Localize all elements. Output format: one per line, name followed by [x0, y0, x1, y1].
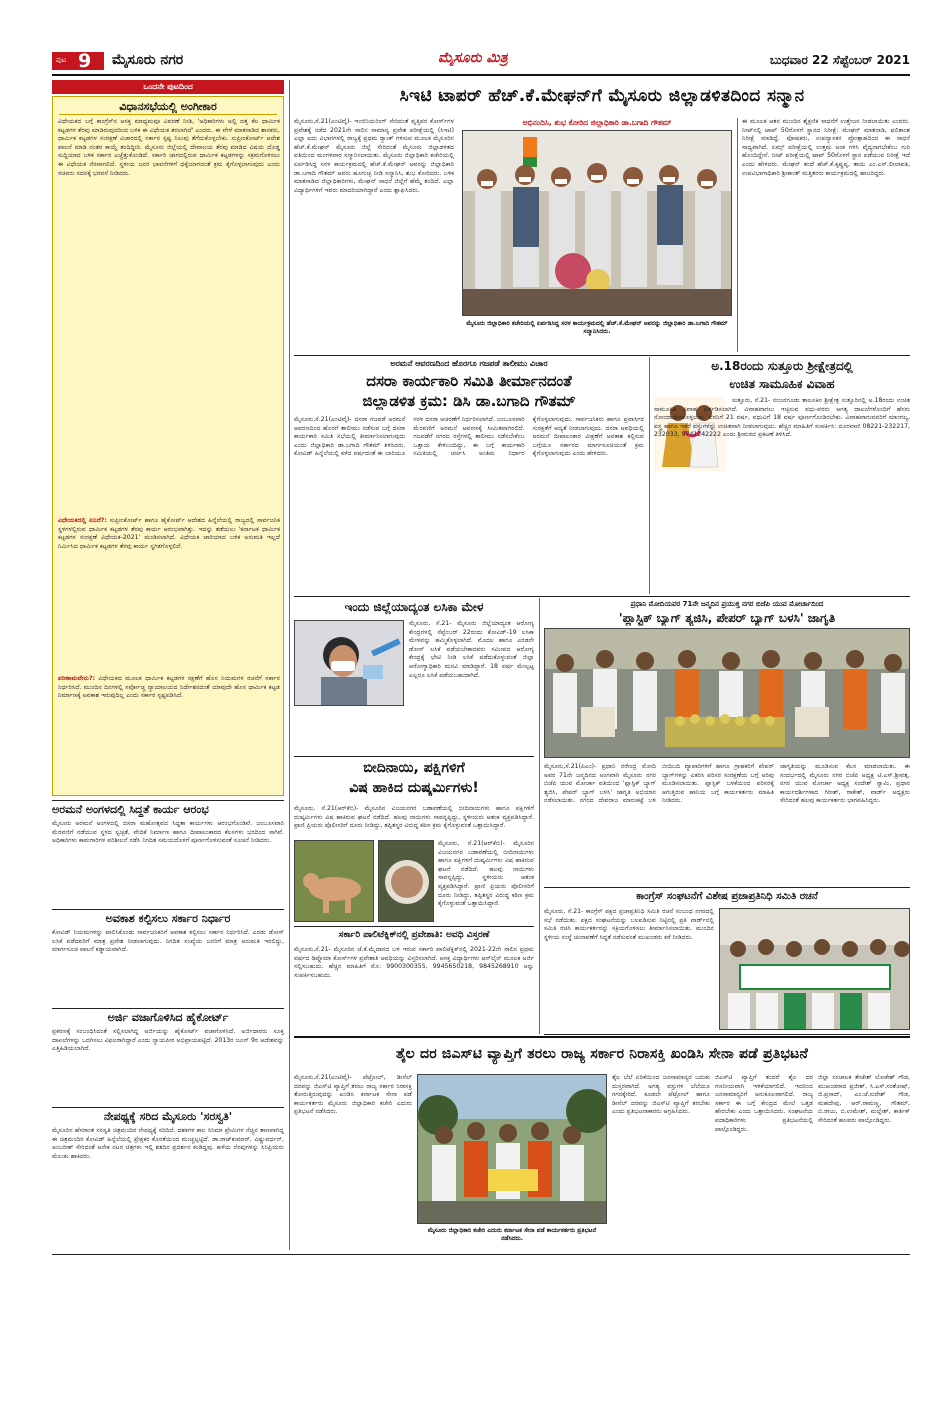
- page-number: 9: [78, 52, 92, 70]
- poison-bowl-photo: [378, 840, 434, 922]
- continued-sub1: [58, 517, 280, 667]
- lead-body-left: ಮೈಸೂರು,ಸೆ.21(ಎಂಟಿವೈ)- ಇಂಜಿನಿಯರಿಂಗ್ ಸೇರಿದಂತೆ ವೃತ್ತಿಪರ ಕೋರ್ಸ್‌ಗಳ ಪ್ರವೇಶಕ್ಕೆ ನಡೆದ 2021ನೇ ಸಾಲಿನ ಸಾಮಾನ್ಯ ಪ್ರವೇಶ ಪರೀಕ್ಷೆಯಲ್ಲಿ (ಸಿಇಟಿ) ಎಲ್ಲಾ ಐದು ವಿಭಾಗಗಳಲ್ಲಿ ರಾಜ್ಯಕ್ಕೆ ಪ್ರಥಮ ರ‍್ಯಾಂಕ್ ಗಳಿಸುವ ಮೂಲಕ ಮೈಸೂರಿನ ಹೆಚ್.ಕೆ.ಮೇಘನ್ ಮೈಸೂರು ಜಿಲ್ಲೆ ಸೇರಿದಂತೆ ಮೈಸೂರು ಜಿಲ್ಲಾಡಳಿತದ ವತಿಯಿಂದ ಮಂಗಳವಾರ ಸನ್ಮಾನಿಸಲಾಯಿತು. ಮೈಸೂರು ಜಿಲ್ಲಾಧಿಕಾರಿ ಕಚೇರಿಯಲ್ಲಿ ಏರ್ಪಡಿಸಿದ್ದ ಸರಳ ಕಾರ್ಯಕ್ರಮದಲ್ಲಿ ಹೆಚ್.ಕೆ.ಮೇಘನ್ ಅವರನ್ನು ಜಿಲ್ಲಾಧಿಕಾರಿ ಡಾ.ಬಗಾದಿ ಗೌತಮ್ ಅವರು ಹೂಗುಚ್ಛ ನೀಡಿ ಸನ್ಮಾನಿಸಿ, ಶುಭ ಕೋರಿದರು. ಬಳಿಕ ಮಾತನಾಡಿದ ಜಿಲ್ಲಾಧಿಕಾರಿಗಳು, ಮೇಘನ್ ಸಾಧನೆ ಜಿಲ್ಲೆಗೆ ಹೆಮ್ಮೆ ತಂದಿದೆ. ಎಲ್ಲಾ ವಿದ್ಯಾರ್ಥಿಗಳಿಗೆ ಇವರು ಮಾದರಿಯಾಗಿದ್ದಾರೆ ಎಂದು ಶ್ಲಾಘಿಸಿದರು.: [294, 118, 454, 194]
- dogs-body-right-text: ಮೈಸೂರು, ಸೆ.21(ಆರ್‌ಕೆಬಿ)- ಮೈಸೂರಿನ ವಿಜಯನಗರ ಬಡಾವಣೆಯಲ್ಲಿ ಬೀದಿನಾಯಿಗಳು ಹಾಗೂ ಪಕ್ಷಿಗಳಿಗೆ ದುಷ್ಕರ್ಮಿಗಳು ವಿಷ ಹಾಕಿರುವ ಘಟನೆ ನಡೆದಿದೆ. ಹಲವು ನಾಯಿಗಳು ಸಾವನ್ನಪ್ಪಿದ್ದು, ಸ್ಥಳೀಯರು ಆತಂಕ ವ್ಯಕ್ತಪಡಿಸಿದ್ದಾರೆ. ಪ್ರಾಣಿ ಪ್ರಿಯರು ಪೊಲೀಸರಿಗೆ ದೂರು ನೀಡಿದ್ದು, ತಪ್ಪಿತಸ್ಥರ ವಿರುದ್ಧ ಕಠಿಣ ಕ್ರಮ ಕೈಗೊಳ್ಳುವಂತೆ ಒತ್ತಾಯಿಸಿದ್ದಾರೆ.: [438, 840, 534, 908]
- column-divider-lead: [737, 118, 738, 352]
- sub1-text: ಸುಪ್ರೀಂಕೋರ್ಟ್ ಹಾಗೂ ಹೈಕೋರ್ಟ್ ಆದೇಶದ ಹಿನ್ನೆಲೆಯಲ್ಲಿ ರಾಜ್ಯದಲ್ಲಿ ಸಾರ್ವಜನಿಕ ಸ್ಥಳಗಳಲ್ಲಿರುವ ಧಾರ್ಮಿಕ ಕಟ್ಟಡಗಳ ತೆರವು ಕಾರ್ಯ ಆರಂಭವಾಗಿತ್ತು. ಇದನ್ನು ತಡೆಯಲು 'ಕರ್ನಾಟಕ ಧಾರ್ಮಿಕ ಕಟ್ಟಡಗಳ ಸಂರಕ್ಷಣೆ ವಿಧೇಯಕ-2021' ಮಂಡಿಸಲಾಗಿದೆ. ವಿಧೇಯಕ ಜಾರಿಯಾದ ಬಳಿಕ ಅನುಮತಿ ಇಲ್ಲದೆ ನಿರ್ಮಿಸಿದ ಧಾರ್ಮಿಕ ಕಟ್ಟಡಗಳ ತೆರವು ಕಾರ್ಯ ಸ್ಥಗಿತಗೊಳ್ಳಲಿದೆ.: [58, 517, 281, 550]
- lead-subhead: ಅಭಿನಂದಿಸಿ, ಶುಭ ಕೋರಿದ ಜಿಲ್ಲಾಧಿಕಾರಿ ಡಾ.ಬಗಾದಿ ಗೌತಮ್: [522, 118, 672, 127]
- fuel-photo: [417, 1074, 607, 1224]
- sub1-label: ವಿಧೇಯಕದಲ್ಲಿ ಏನಿದೆ?:: [58, 517, 107, 524]
- fuel-body-1: ಮೈಸೂರು,ಸೆ.21(ಎಂಟಿವೈ)- ಪೆಟ್ರೋಲ್, ಡೀಸೆಲ್ ದರವನ್ನು ಜಿಎಸ್‌ಟಿ ವ್ಯಾಪ್ತಿಗೆ ತರಲು ರಾಜ್ಯ ಸರ್ಕಾರ ನಿರಾಸಕ್ತಿ ತೋರುತ್ತಿರುವುದನ್ನು ಖಂಡಿಸಿ ಕರ್ನಾಟಕ ಸೇನಾ ಪಡೆ ಕಾರ್ಯಕರ್ತರು ಮೈಸೂರು ಜಿಲ್ಲಾಧಿಕಾರಿ ಕಚೇರಿ ಎದುರು ಪ್ರತಿಭಟನೆ ನಡೆಸಿದರು.: [294, 1074, 412, 1116]
- rule-fuel-top: [294, 1036, 910, 1038]
- dogs-body-right: [438, 840, 534, 922]
- polytechnic-headline: ಸರ್ಕಾರಿ ಪಾಲಿಟೆಕ್ನಿಕ್‌ನಲ್ಲಿ ಪ್ರವೇಶಾತಿ: ಅವಧಿ ವಿಸ್ತರಣೆ: [338, 930, 490, 940]
- dasara-body: ಮೈಸೂರು,ಸೆ.21(ಎಂಟಿವೈ)- ದಸರಾ ಗಜಪಡೆ ಅರಮನೆ ಆವರಣದಿಂದ ಹೊರಗೆ ತಾಲೀಮು ನಡೆಸುವ ಬಗ್ಗೆ ದಸರಾ ಕಾರ್ಯಕಾರಿ ಸಮಿತಿ ಸಭೆಯಲ್ಲಿ ತೀರ್ಮಾನಿಸಲಾಗುವುದು ಎಂದು ಜಿಲ್ಲಾಧಿಕಾರಿ ಡಾ.ಬಗಾದಿ ಗೌತಮ್ ತಿಳಿಸಿದರು. ಕೋವಿಡ್ ಹಿನ್ನೆಲೆಯಲ್ಲಿ ಕಳೆದ ವರ್ಷದಂತೆ ಈ ಬಾರಿಯೂ ಸರಳ ದಸರಾ ಆಚರಣೆಗೆ ನಿರ್ಧರಿಸಲಾಗಿದೆ. ಜಂಬೂಸವಾರಿ ಮೆರವಣಿಗೆ ಅರಮನೆ ಆವರಣಕ್ಕೆ ಸೀಮಿತವಾಗಿರಲಿದೆ. ಗಜಪಡೆಗೆ ನಗರದ ರಸ್ತೆಗಳಲ್ಲಿ ತಾಲೀಮು ನಡೆಸಬೇಕೆಂಬ ಒತ್ತಾಯ ಕೇಳಿಬಂದಿದ್ದು, ಈ ಬಗ್ಗೆ ಕಾರ್ಯಕಾರಿ ಸಮಿತಿಯಲ್ಲಿ ಚರ್ಚಿಸಿ ಅಂತಿಮ ನಿರ್ಧಾರ ಕೈಗೊಳ್ಳಲಾಗುವುದು. ಸಾರ್ವಜನಿಕರು ಹಾಗೂ ಪ್ರವಾಸಿಗರ ಸುರಕ್ಷತೆಗೆ ಆದ್ಯತೆ ನೀಡಲಾಗುವುದು. ದಸರಾ ಅವಧಿಯಲ್ಲಿ ಅರಮನೆ ದೀಪಾಲಂಕಾರ ವೀಕ್ಷಣೆಗೆ ಅವಕಾಶ ಕಲ್ಪಿಸುವ ಬಗ್ಗೆಯೂ ಸರ್ಕಾರದ ಮಾರ್ಗಸೂಚಿಯಂತೆ ಕ್ರಮ ಕೈಗೊಳ್ಳಲಾಗುವುದು ಎಂದು ಹೇಳಿದರು.: [294, 416, 644, 458]
- plastic-photo: [544, 628, 910, 758]
- column-divider-mid: [649, 357, 650, 594]
- continued-label-text: ಒಂದನೇ ಪುಟದಿಂದ: [143, 82, 193, 91]
- continued-story-box: [52, 96, 284, 796]
- page-number-badge: [52, 52, 104, 70]
- rule-right-2: [544, 1034, 910, 1035]
- dogs-headline-1: ಬೀದಿನಾಯಿ, ಪಕ್ಷಿಗಳಿಗೆ: [363, 760, 465, 776]
- plastic-body: ಮೈಸೂರು,ಸೆ.21(ಪಿಎಂ)- ಪ್ರಧಾನಿ ನರೇಂದ್ರ ಮೋದಿ ಅವರ 71ನೇ ಜನ್ಮದಿನದ ಅಂಗವಾಗಿ ಮೈಸೂರು ನಗರ ಬಿಜೆಪಿ ಯುವ ಮೋರ್ಚಾ ವತಿಯಿಂದ 'ಪ್ಲಾಸ್ಟಿಕ್ ಬ್ಯಾಗ್ ತ್ಯಜಿಸಿ, ಪೇಪರ್ ಬ್ಯಾಗ್ ಬಳಸಿ' ಜಾಗೃತಿ ಅಭಿಯಾನ ನಡೆಸಲಾಯಿತು. ನಗರದ ದೇವರಾಜ ಮಾರುಕಟ್ಟೆ ಬಳಿ ಬೀದಿಬದಿ ವ್ಯಾಪಾರಿಗಳಿಗೆ ಹಾಗೂ ಗ್ರಾಹಕರಿಗೆ ಪೇಪರ್ ಬ್ಯಾಗ್‌ಗಳನ್ನು ವಿತರಿಸಿ ಪರಿಸರ ಸಂರಕ್ಷಣೆಯ ಬಗ್ಗೆ ಅರಿವು ಮೂಡಿಸಲಾಯಿತು. ಪ್ಲಾಸ್ಟಿಕ್ ಬಳಕೆಯಿಂದ ಪರಿಸರಕ್ಕೆ ಆಗುತ್ತಿರುವ ಹಾನಿಯ ಬಗ್ಗೆ ಕಾರ್ಯಕರ್ತರು ಮಾಹಿತಿ ನೀಡಿದರು.: [544, 763, 774, 805]
- lead-photo-caption: ಮೈಸೂರು ಜಿಲ್ಲಾಧಿಕಾರಿ ಕಚೇರಿಯಲ್ಲಿ ಏರ್ಪಡಿಸಿದ್ದ ಸರಳ ಕಾರ್ಯಕ್ರಮದಲ್ಲಿ ಹೆಚ್.ಕೆ.ಮೇಘನ್ ಅವರನ್ನು ಜಿಲ್ಲಾಧಿಕಾರಿ ಡಾ.ಬಗಾದಿ ಗೌತಮ್ ಸನ್ಮಾನಿಸಿದರು.: [466, 320, 728, 335]
- dasara-headline-1: ದಸರಾ ಕಾರ್ಯಕಾರಿ ಸಮಿತಿ ತೀರ್ಮಾನದಂತೆ: [366, 372, 572, 390]
- continued-title: ವಿಧಾನಸಭೆಯಲ್ಲಿ ಅಂಗೀಕಾರ: [119, 100, 217, 113]
- continued-title-rule: [59, 114, 277, 115]
- header-rule: [52, 74, 910, 76]
- holiday-body: ಕೋವಿಡ್ ನಿಯಮಗಳನ್ನು ಪಾಲಿಸಿಕೊಂಡು ಸಾರ್ವಜನಿಕರಿಗೆ ಅವಕಾಶ ಕಲ್ಪಿಸಲು ಸರ್ಕಾರ ನಿರ್ಧರಿಸಿದೆ. ಎರಡು ಡೋಸ್ ಲಸಿಕೆ ಪಡೆದವರಿಗೆ ಮಾತ್ರ ಪ್ರವೇಶ ನೀಡಲಾಗುವುದು. ನಿಗದಿತ ಸಂಖ್ಯೆಯ ಜನರಿಗೆ ಮಾತ್ರ ಅನುಮತಿ ಇರಲಿದ್ದು, ಮಾರ್ಗಸೂಚಿ ಪಾಲನೆ ಕಡ್ಡಾಯವಾಗಿದೆ.: [52, 929, 284, 954]
- vaccine-body: ಮೈಸೂರು, ಸೆ.21- ಮೈಸೂರು ಜಿಲ್ಲೆಯಾದ್ಯಂತ ಆರೋಗ್ಯ ಕೇಂದ್ರಗಳಲ್ಲಿ ಸೆಪ್ಟೆಂಬರ್ 22ರಂದು ಕೋವಿಡ್-19 ಲಸಿಕಾ ಮೇಳವನ್ನು ಹಮ್ಮಿಕೊಳ್ಳಲಾಗಿದೆ. ಮೊದಲ ಹಾಗೂ ಎರಡನೇ ಡೋಸ್ ಲಸಿಕೆ ಪಡೆಯಬೇಕಾದವರು ಸಮೀಪದ ಆರೋಗ್ಯ ಕೇಂದ್ರಕ್ಕೆ ಭೇಟಿ ನೀಡಿ ಲಸಿಕೆ ಪಡೆದುಕೊಳ್ಳುವಂತೆ ಜಿಲ್ಲಾ ಆರೋಗ್ಯಾಧಿಕಾರಿ ಮನವಿ ಮಾಡಿದ್ದಾರೆ. 18 ವರ್ಷ ಮೇಲ್ಪಟ್ಟ ಎಲ್ಲರೂ ಲಸಿಕೆ ಪಡೆಯಬಹುದಾಗಿದೆ.: [409, 620, 534, 679]
- rule-left-4: [52, 1107, 284, 1108]
- column-divider-left: [289, 80, 290, 1250]
- court-headline: ಅರ್ಜಿ ವಜಾಗೊಳಿಸಿದ ಹೈಕೋರ್ಟ್: [107, 1011, 229, 1024]
- congress-photo: [719, 908, 910, 1030]
- rule-right-1: [544, 887, 910, 888]
- congress-headline: ಕಾಂಗ್ರೆಸ್ ಸಂಘಟನೆಗೆ ವಿಶೇಷ ಪ್ರಜಾಪ್ರತಿನಿಧಿ ಸಮಿತಿ ರಚನೆ: [636, 891, 818, 902]
- rule-left-3: [52, 1008, 284, 1009]
- rule-left-1: [52, 800, 284, 801]
- plastic-photo-illustration: [545, 629, 910, 758]
- saraswathi-headline: ನೇಪಥ್ಯಕ್ಕೆ ಸರಿದ ಮೈಸೂರು 'ಸರಸ್ವತಿ': [103, 1110, 233, 1123]
- page-label: ಪುಟ: [56, 56, 67, 64]
- court-body: ಪ್ರಕರಣಕ್ಕೆ ಸಂಬಂಧಿಸಿದಂತೆ ಸಲ್ಲಿಸಲಾಗಿದ್ದ ಅರ್ಜಿಯನ್ನು ಹೈಕೋರ್ಟ್ ವಜಾಗೊಳಿಸಿದೆ. ಅರ್ಜಿದಾರರು ಸೂಕ್ತ ದಾಖಲೆಗಳನ್ನು ಒದಗಿಸಲು ವಿಫಲರಾಗಿದ್ದಾರೆ ಎಂದು ನ್ಯಾಯಪೀಠ ಅಭಿಪ್ರಾಯಪಟ್ಟಿದೆ. 2013ರ ಜೂನ್ 9ರ ಆದೇಶವನ್ನು ಎತ್ತಿಹಿಡಿಯಲಾಗಿದೆ.: [52, 1028, 284, 1053]
- rule-mid-1: [294, 355, 910, 356]
- palace-work-body: ಮೈಸೂರು ಅರಮನೆ ಅಂಗಳದಲ್ಲಿ ದಸರಾ ಮಹೋತ್ಸವದ ಸಿದ್ಧತಾ ಕಾರ್ಯಗಳು ಆರಂಭಗೊಂಡಿವೆ. ಜಂಬೂಸವಾರಿ ಮೆರವಣಿಗೆ ನಡೆಯುವ ಸ್ಥಳದ ಸ್ವಚ್ಛತೆ, ವೇದಿಕೆ ನಿರ್ಮಾಣ ಹಾಗೂ ದೀಪಾಲಂಕಾರದ ಕೆಲಸಗಳು ಭರದಿಂದ ಸಾಗಿವೆ. ಅಧಿಕಾರಿಗಳು ಕಾಮಗಾರಿಗಳ ಪರಿಶೀಲನೆ ನಡೆಸಿ ನಿಗದಿತ ಸಮಯದೊಳಗೆ ಪೂರ್ಣಗೊಳಿಸುವಂತೆ ಸೂಚನೆ ನೀಡಿದರು.: [52, 820, 284, 845]
- vaccine-photo-illustration: [295, 621, 404, 706]
- dogs-headline-2: ವಿಷ ಹಾಕಿದ ದುಷ್ಕರ್ಮಿಗಳು!: [349, 780, 479, 796]
- dog-photo: [294, 840, 374, 922]
- column-divider-center: [539, 598, 540, 1034]
- page-header: [52, 50, 910, 72]
- plastic-kicker: ಪ್ರಧಾನಿ ಮೋದಿಯವರ 71ನೇ ಜನ್ಮದಿನ ಪ್ರಯುಕ್ತ ನಗರ ಬಿಜೆಪಿ ಯುವ ಮೋರ್ಚಾದಿಂದ: [630, 600, 824, 608]
- congress-body: ಮೈಸೂರು, ಸೆ.21- ಕಾಂಗ್ರೆಸ್ ಪಕ್ಷದ ಪ್ರಜಾಪ್ರತಿನಿಧಿ ಸಮಿತಿ ರಚನೆ ಸಂಬಂಧ ನಗರದಲ್ಲಿ ಸಭೆ ನಡೆಯಿತು. ಪಕ್ಷದ ಸಂಘಟನೆಯನ್ನು ಬಲಪಡಿಸುವ ನಿಟ್ಟಿನಲ್ಲಿ ಪ್ರತಿ ವಾರ್ಡ್‌ನಲ್ಲಿ ಸಮಿತಿ ರಚಿಸಿ ಕಾರ್ಯಕರ್ತರನ್ನು ಸಕ್ರಿಯಗೊಳಿಸಲು ತೀರ್ಮಾನಿಸಲಾಯಿತು. ಮುಂದಿನ ಸ್ಥಳೀಯ ಸಂಸ್ಥೆ ಚುನಾವಣೆಗೆ ಸಿದ್ಧತೆ ನಡೆಸುವಂತೆ ಮುಖಂಡರು ಕರೆ ನೀಡಿದರು.: [544, 908, 714, 941]
- poison-bowl-illustration: [379, 841, 434, 922]
- continued-body: ವಿಧೇಯಕದ ಬಗ್ಗೆ ಕಾಂಗ್ರೆಸ್‌ನ ಆಸಕ್ತ ಮಾಧ್ಯಮವೂ ವಿವರಣೆ ನೀಡಿ, 'ಅಧಿಕಾರಿಗಳು ಅಲ್ಲಿ ದತ್ತ ಕೆಲ ಧಾರ್ಮಿಕ ಕಟ್ಟಡಗಳ ತೆರವು ಮಾಡಿರುವುದರಿಂದ ಬಳಿಕ ಈ ವಿಧೇಯಕ ತರಲಾಗಿದೆ' ಎಂದರು. ಈ ವೇಳೆ ಮಾತನಾಡಿದ ಶಾಸಕರು, ಧಾರ್ಮಿಕ ಕಟ್ಟಡಗಳ ಸಂರಕ್ಷಣೆ ವಿಚಾರದಲ್ಲಿ ಸರ್ಕಾರ ಸ್ಪಷ್ಟ ನಿಲುವು ತೆಗೆದುಕೊಳ್ಳಬೇಕು. ಸುಪ್ರೀಂಕೋರ್ಟ್ ಆದೇಶ ಪಾಲನೆ ಮಾಡಿ ನಂತರ ಕಾಯ್ದೆ ತಂದಿದ್ದೀರಿ. ಮೈಸೂರು ಜಿಲ್ಲೆಯಲ್ಲಿ ದೇವಾಲಯ ತೆರವು ಮಾಡಿದ ವಿಷಯ ದೊಡ್ಡ ಸುದ್ದಿಯಾದ ಬಳಿಕ ಸರ್ಕಾರ ಎಚ್ಚೆತ್ತುಕೊಂಡಿದೆ. ಸರ್ಕಾರಿ ಜಾಗದಲ್ಲಿರುವ ಧಾರ್ಮಿಕ ಕಟ್ಟಡಗಳನ್ನು ಸಕ್ರಮಗೊಳಿಸಲು ಈ ವಿಧೇಯಕ ನೆರವಾಗಲಿದೆ. ಸ್ಥಳೀಯ ಜನರ ಭಾವನೆಗಳಿಗೆ ಧಕ್ಕೆಯಾಗದಂತೆ ಕ್ರಮ ಕೈಗೊಳ್ಳಲಾಗುವುದು ಎಂದು ಸಚಿವರು ಸದನಕ್ಕೆ ಭರವಸೆ ನೀಡಿದರು.: [58, 118, 280, 177]
- sub2-text: ವಿಧೇಯಕದ ಮೂಲಕ ಧಾರ್ಮಿಕ ಕಟ್ಟಡಗಳ ರಕ್ಷಣೆಗೆ ಹೊಸ ನಿಯಮಗಳ ರಚನೆಗೆ ಸರ್ಕಾರ ನಿರ್ಧರಿಸಿದೆ. ಮುಂದಿನ ದಿನಗಳಲ್ಲಿ ಸರ್ವೋಚ್ಚ ನ್ಯಾಯಾಲಯದ ನಿರ್ದೇಶನದಂತೆ ಯಾವುದೇ ಹೊಸ ಧಾರ್ಮಿಕ ಕಟ್ಟಡ ನಿರ್ಮಾಣಕ್ಕೆ ಅವಕಾಶ ಇರುವುದಿಲ್ಲ ಎಂದು ಸರ್ಕಾರ ಸ್ಪಷ್ಟಪಡಿಸಿದೆ.: [58, 675, 280, 700]
- fuel-body-2: ತೈಲ ಬೆಲೆ ಏರಿಕೆಯಿಂದ ಜನಸಾಮಾನ್ಯರ ಬದುಕು ದುಸ್ತರವಾಗಿದೆ. ಅಗತ್ಯ ವಸ್ತುಗಳ ಬೆಲೆಯೂ ಗಗನಕ್ಕೇರಿದೆ. ಕೂಡಲೇ ಪೆಟ್ರೋಲ್ ಹಾಗೂ ಡೀಸೆಲ್ ದರವನ್ನು ಜಿಎಸ್‌ಟಿ ವ್ಯಾಪ್ತಿಗೆ ತರಬೇಕು ಎಂದು ಪ್ರತಿಭಟನಾಕಾರರು ಆಗ್ರಹಿಸಿದರು.: [612, 1074, 710, 1116]
- dogs-body-left: ಮೈಸೂರು, ಸೆ.21(ಆರ್‌ಕೆಬಿ)- ಮೈಸೂರಿನ ವಿಜಯನಗರ ಬಡಾವಣೆಯಲ್ಲಿ ಬೀದಿನಾಯಿಗಳು ಹಾಗೂ ಪಕ್ಷಿಗಳಿಗೆ ದುಷ್ಕರ್ಮಿಗಳು ವಿಷ ಹಾಕಿರುವ ಘಟನೆ ನಡೆದಿದೆ. ಹಲವು ನಾಯಿಗಳು ಸಾವನ್ನಪ್ಪಿದ್ದು, ಸ್ಥಳೀಯರು ಆತಂಕ ವ್ಯಕ್ತಪಡಿಸಿದ್ದಾರೆ. ಪ್ರಾಣಿ ಪ್ರಿಯರು ಪೊಲೀಸರಿಗೆ ದೂರು ನೀಡಿದ್ದು, ತಪ್ಪಿತಸ್ಥರ ವಿರುದ್ಧ ಕಠಿಣ ಕ್ರಮ ಕೈಗೊಳ್ಳುವಂತೆ ಒತ್ತಾಯಿಸಿದ್ದಾರೆ.: [294, 805, 534, 830]
- rule-left-2: [52, 909, 284, 910]
- lead-headline: ಸಿಇಟಿ ಟಾಪರ್ ಹೆಚ್.ಕೆ.ಮೇಘನ್‌ಗೆ ಮೈಸೂರು ಜಿಲ್ಲಾಡಳಿತದಿಂದ ಸನ್ಮಾನ: [399, 86, 805, 106]
- dog-photo-illustration: [295, 841, 374, 922]
- rule-mid-2: [294, 596, 910, 597]
- lead-photo: [462, 130, 732, 316]
- dasara-kicker: ಅರಮನೆ ಆವರಣದಿಂದ ಹೊರಗೂ ಗಜಪಡೆ ತಾಲೀಮು ವಿಚಾರ: [390, 359, 548, 368]
- plastic-headline: 'ಪ್ಲಾಸ್ಟಿಕ್ ಬ್ಯಾಗ್ ತ್ಯಜಿಸಿ, ಪೇಪರ್ ಬ್ಯಾಗ್ ಬಳಸಿ' ಜಾಗೃತಿ: [618, 611, 836, 625]
- marriage-headline-2: ಉಚಿತ ಸಾಮೂಹಿಕ ವಿವಾಹ: [729, 377, 835, 391]
- marriage-body: ಸುತ್ತೂರು, ಸೆ.21- ನಂಜನಗೂಡು ತಾಲೂಕಿನ ಶ್ರೀಕ್ಷೇತ್ರ ಸುತ್ತೂರಿನಲ್ಲಿ ಅ.18ರಂದು ಉಚಿತ ಸಾಮೂಹಿಕ ವಿವಾಹ ಏರ್ಪಡಿಸಲಾಗಿದೆ. ವಿವಾಹವಾಗಲು ಇಚ್ಛಿಸುವ ವಧು-ವರರು ಅಗತ್ಯ ದಾಖಲೆಗಳೊಂದಿಗೆ ಹೆಸರು ನೋಂದಾಯಿಸಿಕೊಳ್ಳಬೇಕು. ವರನಿಗೆ 21 ವರ್ಷ, ವಧುವಿಗೆ 18 ವರ್ಷ ಪೂರ್ಣಗೊಂಡಿರಬೇಕು. ವಿವಾಹವಾಗುವವರಿಗೆ ಮಾಂಗಲ್ಯ, ವಸ್ತ್ರ ಹಾಗೂ ಇತರೆ ವಸ್ತುಗಳನ್ನು ಉಚಿತವಾಗಿ ನೀಡಲಾಗುವುದು. ಹೆಚ್ಚಿನ ಮಾಹಿತಿಗೆ ಸಂಪರ್ಕಿಸಿ: ದೂರವಾಣಿ 08221-232217, 232033, 9741242222 ಎಂದು ಶ್ರೀಮಠದ ಪ್ರಕಟಣೆ ತಿಳಿಸಿದೆ.: [654, 397, 910, 439]
- fuel-body-3: ಜಿಎಸ್‌ಟಿ ವ್ಯಾಪ್ತಿಗೆ ತಂದರೆ ತೈಲ ದರ ಗಣನೀಯವಾಗಿ ಇಳಿಕೆಯಾಗಲಿದೆ. ಇದರಿಂದ ಜನಸಾಮಾನ್ಯರಿಗೆ ಅನುಕೂಲವಾಗಲಿದೆ. ರಾಜ್ಯ ಸರ್ಕಾರ ಈ ಬಗ್ಗೆ ಕೇಂದ್ರದ ಮೇಲೆ ಒತ್ತಡ ಹೇರಬೇಕು ಎಂದು ಒತ್ತಾಯಿಸಿದರು. ಸಂಘಟನೆಯ ಪದಾಧಿಕಾರಿಗಳು ಪ್ರತಿಭಟನೆಯಲ್ಲಿ ಪಾಲ್ಗೊಂಡಿದ್ದರು.: [715, 1074, 813, 1133]
- fuel-photo-illustration: [418, 1075, 607, 1224]
- masthead-logo: ಮೈಸೂರು ಮಿತ್ರ: [438, 50, 508, 66]
- continued-label: [52, 80, 284, 94]
- fuel-headline: ತೈಲ ದರ ಜಿಎಸ್‌ಟಿ ವ್ಯಾಪ್ತಿಗೆ ತರಲು ರಾಜ್ಯ ಸರ್ಕಾರ ನಿರಾಸಕ್ತಿ ಖಂಡಿಸಿ ಸೇನಾ ಪಡೆ ಪ್ರತಿಭಟನೆ: [395, 1046, 809, 1062]
- holiday-headline: ಅವಕಾಶ ಕಲ್ಪಿಸಲು ಸರ್ಕಾರ ನಿರ್ಧಾರ: [105, 912, 231, 925]
- rule-mid-3: [294, 756, 534, 757]
- marriage-headline-1: ಅ.18ರಂದು ಸುತ್ತೂರು ಶ್ರೀಕ್ಷೇತ್ರದಲ್ಲಿ: [711, 359, 853, 373]
- continued-sub2: [58, 675, 280, 793]
- palace-work-headline: ಅರಮನೆ ಅಂಗಳದಲ್ಲಿ ಸಿದ್ಧತೆ ಕಾರ್ಯ ಆರಂಭ: [52, 803, 209, 816]
- polytechnic-body: ಮೈಸೂರು,ಸೆ.21- ಮೈಸೂರಿನ ಜೆ.ಕೆ.ಮೈದಾನದ ಬಳಿ ಇರುವ ಸರ್ಕಾರಿ ಪಾಲಿಟೆಕ್ನಿಕ್‌ನಲ್ಲಿ 2021-22ನೇ ಸಾಲಿನ ಪ್ರಥಮ ವರ್ಷದ ಡಿಪ್ಲೊಮಾ ಕೋರ್ಸ್‌ಗಳ ಪ್ರವೇಶಾತಿ ಅವಧಿಯನ್ನು ವಿಸ್ತರಿಸಲಾಗಿದೆ. ಆಸಕ್ತ ವಿದ್ಯಾರ್ಥಿಗಳು ಆನ್‌ಲೈನ್ ಮೂಲಕ ಅರ್ಜಿ ಸಲ್ಲಿಸಬಹುದು. ಹೆಚ್ಚಿನ ಮಾಹಿತಿಗೆ ಮೊ: 9900300355, 9945650218, 9845268910 ಅನ್ನು ಸಂಪರ್ಕಿಸಬಹುದು.: [294, 946, 534, 979]
- lead-body-right: ಈ ಮೂಲಕ ಆತನ ಮುಂದಿನ ಶೈಕ್ಷಣಿಕ ಸಾಧನೆಗೆ ಉತ್ತೇಜನ ನೀಡಲಾಯಿತು ಎಂದರು. ನೀಟ್‌ನಲ್ಲಿ ಟಾಪ್ 50ರೊಳಗೆ ಸ್ಥಾನದ ನಿರೀಕ್ಷೆ: ಮೇಘನ್ ಮಾತನಾಡಿ, ಫಲಿತಾಂಶ ನಿರೀಕ್ಷೆ ಮಾಡಿದ್ದೆ. ಪೋಷಕರು, ಉಪನ್ಯಾಸಕರ ಪ್ರೋತ್ಸಾಹದಿಂದ ಈ ಸಾಧನೆ ಸಾಧ್ಯವಾಗಿದೆ. ಏಮ್ಸ್ ಪರೀಕ್ಷೆಯಲ್ಲಿ ಉತ್ತಮ ಅಂಕ ಗಳಿಸಿ ವೈದ್ಯನಾಗಬೇಕೆಂಬ ಗುರಿ ಹೊಂದಿದ್ದೇನೆ. ನೀಟ್ ಪರೀಕ್ಷೆಯಲ್ಲಿ ಟಾಪ್ 50ರೊಳಗೆ ಸ್ಥಾನ ಪಡೆಯುವ ನಿರೀಕ್ಷೆ ಇದೆ ಎಂದು ಹೇಳಿದರು. ಮೇಘನ್ ತಂದೆ ಹೆಚ್.ಕೆ.ಕೃಷ್ಣಪ್ಪ, ತಾಯಿ ಎಂ.ಎಸ್.ಲೀಲಾವತಿ, ಉಪವಿಭಾಗಾಧಿಕಾರಿ ಶ್ರೀಕಾಂತ್ ಮತ್ತಿತರರು ಕಾರ್ಯಕ್ರಮದಲ್ಲಿ ಹಾಜರಿದ್ದರು.: [742, 118, 910, 177]
- dasara-headline-2: ಜಿಲ್ಲಾಡಳಿತ ಕ್ರಮ: ಡಿಸಿ ಡಾ.ಬಗಾದಿ ಗೌತಮ್: [362, 392, 576, 410]
- vaccine-photo: [294, 620, 404, 706]
- rule-mid-4: [294, 926, 534, 927]
- saraswathi-body: ಮೈಸೂರಿನ ಹೆಸರಾಂತ ಸರಸ್ವತಿ ಚಿತ್ರಮಂದಿರ ನೇಪಥ್ಯಕ್ಕೆ ಸರಿದಿದೆ. ದಶಕಗಳ ಕಾಲ ಸಿನಿಮಾ ಪ್ರೇಮಿಗಳ ನೆಚ್ಚಿನ ತಾಣವಾಗಿದ್ದ ಈ ಚಿತ್ರಮಂದಿರ ಕೋವಿಡ್ ಹಿನ್ನೆಲೆಯಲ್ಲಿ ಪ್ರೇಕ್ಷಕರ ಕೊರತೆಯಿಂದ ಮುಚ್ಚಲ್ಪಟ್ಟಿದೆ. ಡಾ.ರಾಜ್‌ಕುಮಾರ್, ವಿಷ್ಣುವರ್ಧನ್, ಅಂಬರೀಶ್ ಸೇರಿದಂತೆ ಅನೇಕ ನಟರ ಚಿತ್ರಗಳು ಇಲ್ಲಿ ಶತದಿನ ಪ್ರದರ್ಶನ ಕಂಡಿದ್ದವು. ಹಳೆಯ ನೆನಪುಗಳನ್ನು ಸಿನಿಪ್ರಿಯರು ಮೆಲುಕು ಹಾಕಿದರು.: [52, 1127, 284, 1160]
- section-title: ಮೈಸೂರು ನಗರ: [112, 52, 184, 68]
- lead-photo-illustration: [463, 131, 732, 316]
- issue-date: ಬುಧವಾರ 22 ಸೆಪ್ಟೆಂಬರ್ 2021: [769, 53, 910, 67]
- vaccine-headline: ಇಂದು ಜಿಲ್ಲೆಯಾದ್ಯಂತ ಲಸಿಕಾ ಮೇಳ: [344, 600, 484, 614]
- sub2-label: ಪರಿಣಾಮವೇನು?:: [58, 675, 96, 682]
- plastic-body-right: ಜಾಗೃತಿಯನ್ನು ಮೂಡಿಸುವ ಕೆಲಸ ಮಾಡಲಾಯಿತು. ಈ ಸಂದರ್ಭದಲ್ಲಿ ಮೈಸೂರು ನಗರ ಬಿಜೆಪಿ ಅಧ್ಯಕ್ಷ ಟಿ.ಎಸ್.ಶ್ರೀವತ್ಸ, ನಗರ ಯುವ ಮೋರ್ಚಾ ಅಧ್ಯಕ್ಷ ಸಂದೇಶ್ ಸ್ವಾಮಿ, ಪ್ರಧಾನ ಕಾರ್ಯದರ್ಶಿಗಳಾದ ಗಿರೀಶ್, ರಾಕೇಶ್, ವಾರ್ಡ್ ಅಧ್ಯಕ್ಷರು ಸೇರಿದಂತೆ ಹಲವು ಕಾರ್ಯಕರ್ತರು ಭಾಗವಹಿಸಿದ್ದರು.: [780, 763, 910, 805]
- fuel-photo-caption: ಮೈಸೂರು ಜಿಲ್ಲಾಧಿಕಾರಿ ಕಚೇರಿ ಎದುರು ಕರ್ನಾಟಕ ಸೇನಾ ಪಡೆ ಕಾರ್ಯಕರ್ತರು ಪ್ರತಿಭಟನೆ ನಡೆಸಿದರು.: [427, 1227, 597, 1242]
- fuel-body-4: ಜಿಲ್ಲಾ ಸಂಚಾಲಕ ತೇಜೇಶ್ ಲೋಕೇಶ್ ಗೌಡ, ಮುಖಂಡರಾದ ಪ್ರಜೀಶ್, ಸಿ.ಎಸ್.ಸಂತೋಷ್, ಜಿ.ಪ್ರಸಾದ್, ಎಂ.ಜೆ.ಸುರೇಶ್ ಗೌಡ, ಮಹದೇವು, ಆರ್.ರಾಮಣ್ಣ, ಗೌತಮ್, ಬಿ.ರಾಜು, ಬಿ.ಉಮೇಶ್, ಮಲ್ಲೇಶ್, ಕಾರ್ತಿಕ್ ಸೇರಿದಂತೆ ಹಲವರು ಪಾಲ್ಗೊಂಡಿದ್ದರು.: [818, 1074, 910, 1124]
- congress-photo-illustration: [720, 909, 910, 1030]
- page-bottom-rule: [52, 1254, 910, 1255]
